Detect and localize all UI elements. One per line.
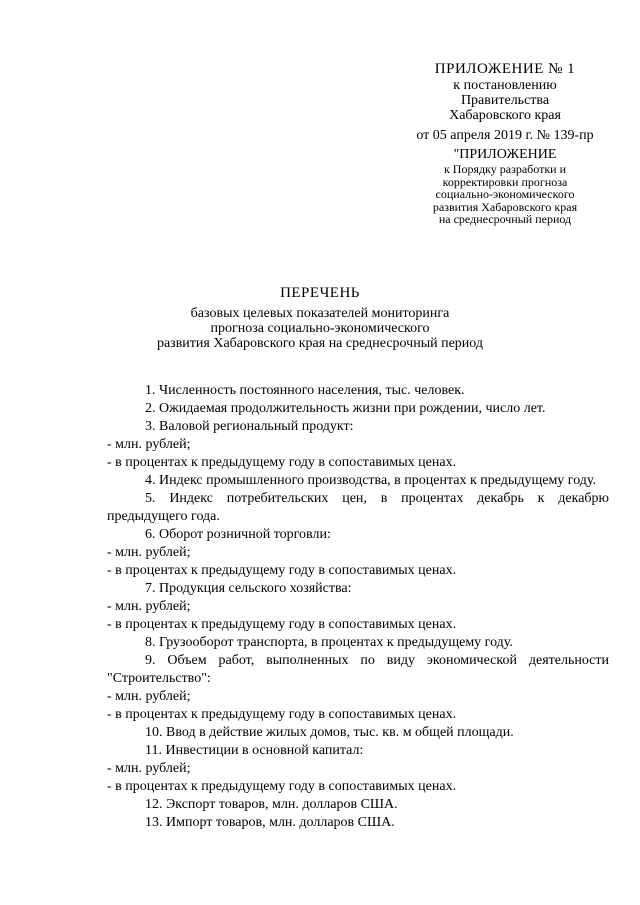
indicator-list [107, 382, 609, 832]
indicator-subitem: - в процентах к предыдущему году в сопоставимых ценах. [107, 707, 457, 722]
indicator-item: 5. Индекс потребительских цен, в процентах декабрь к декабрю предыдущего года. [107, 491, 609, 524]
inner-appendix-line: к Порядку разработки и [443, 162, 567, 176]
indicator-item: 3. Валовой региональный продукт: [145, 419, 354, 434]
list-subtitle-line: базовых целевых показателей мониторинга [190, 306, 450, 321]
indicator-item: 2. Ожидаемая продолжительность жизни при рождении, число лет. [145, 401, 546, 416]
list-subtitle-line: прогноза социально-экономического [210, 321, 430, 336]
header-line: Хабаровского края [449, 108, 561, 123]
indicator-item: 9. Объем работ, выполненных по виду экономической деятельности "Строительство": [107, 653, 609, 686]
inner-appendix-title: "ПРИЛОЖЕНИЕ [453, 147, 557, 162]
indicator-item: 1. Численность постоянного населения, тыс. человек. [145, 383, 465, 398]
indicator-subitem: - млн. рублей; [107, 761, 191, 776]
indicator-item: 8. Грузооборот транспорта, в процентах к предыдущему году. [145, 635, 513, 650]
list-title: ПЕРЕЧЕНЬ [280, 285, 360, 301]
list-heading [0, 284, 640, 351]
header-line: к постановлению [453, 78, 557, 93]
indicator-subitem: - млн. рублей; [107, 545, 191, 560]
indicator-subitem: - в процентах к предыдущему году в сопоставимых ценах. [107, 455, 457, 470]
indicator-subitem: - млн. рублей; [107, 437, 191, 452]
indicator-item: 6. Оборот розничной торговли: [145, 527, 331, 542]
indicator-item: 11. Инвестиции в основной капитал: [145, 743, 364, 758]
list-subtitle-line: развития Хабаровского края на среднесрочный период [156, 336, 484, 351]
inner-appendix-line: социально-экономического [435, 187, 575, 201]
indicator-item: 10. Ввод в действие жилых домов, тыс. кв. м общей площади. [145, 725, 514, 740]
indicator-subitem: - в процентах к предыдущему году в сопоставимых ценах. [107, 563, 457, 578]
indicator-subitem: - млн. рублей; [107, 599, 191, 614]
indicator-item: 4. Индекс промышленного производства, в процентах к предыдущему году. [145, 473, 597, 488]
indicator-subitem: - млн. рублей; [107, 689, 191, 704]
inner-appendix-line: на среднесрочный период [438, 212, 572, 226]
resolution-date: от 05 апреля 2019 г. № 139-пр [416, 128, 594, 143]
appendix-title: ПРИЛОЖЕНИЕ № 1 [434, 61, 576, 77]
inner-appendix-line: развития Хабаровского края [432, 199, 578, 214]
indicator-item: 7. Продукция сельского хозяйства: [145, 581, 352, 596]
indicator-subitem: - в процентах к предыдущему году в сопоставимых ценах. [107, 617, 457, 632]
appendix-header [380, 60, 630, 226]
indicator-item: 12. Экспорт товаров, млн. долларов США. [145, 797, 398, 812]
indicator-item: 13. Импорт товаров, млн. долларов США. [145, 815, 395, 830]
inner-appendix-line: корректировки прогноза [442, 174, 568, 189]
indicator-subitem: - в процентах к предыдущему году в сопоставимых ценах. [107, 779, 457, 794]
header-line: Правительства [460, 93, 550, 108]
